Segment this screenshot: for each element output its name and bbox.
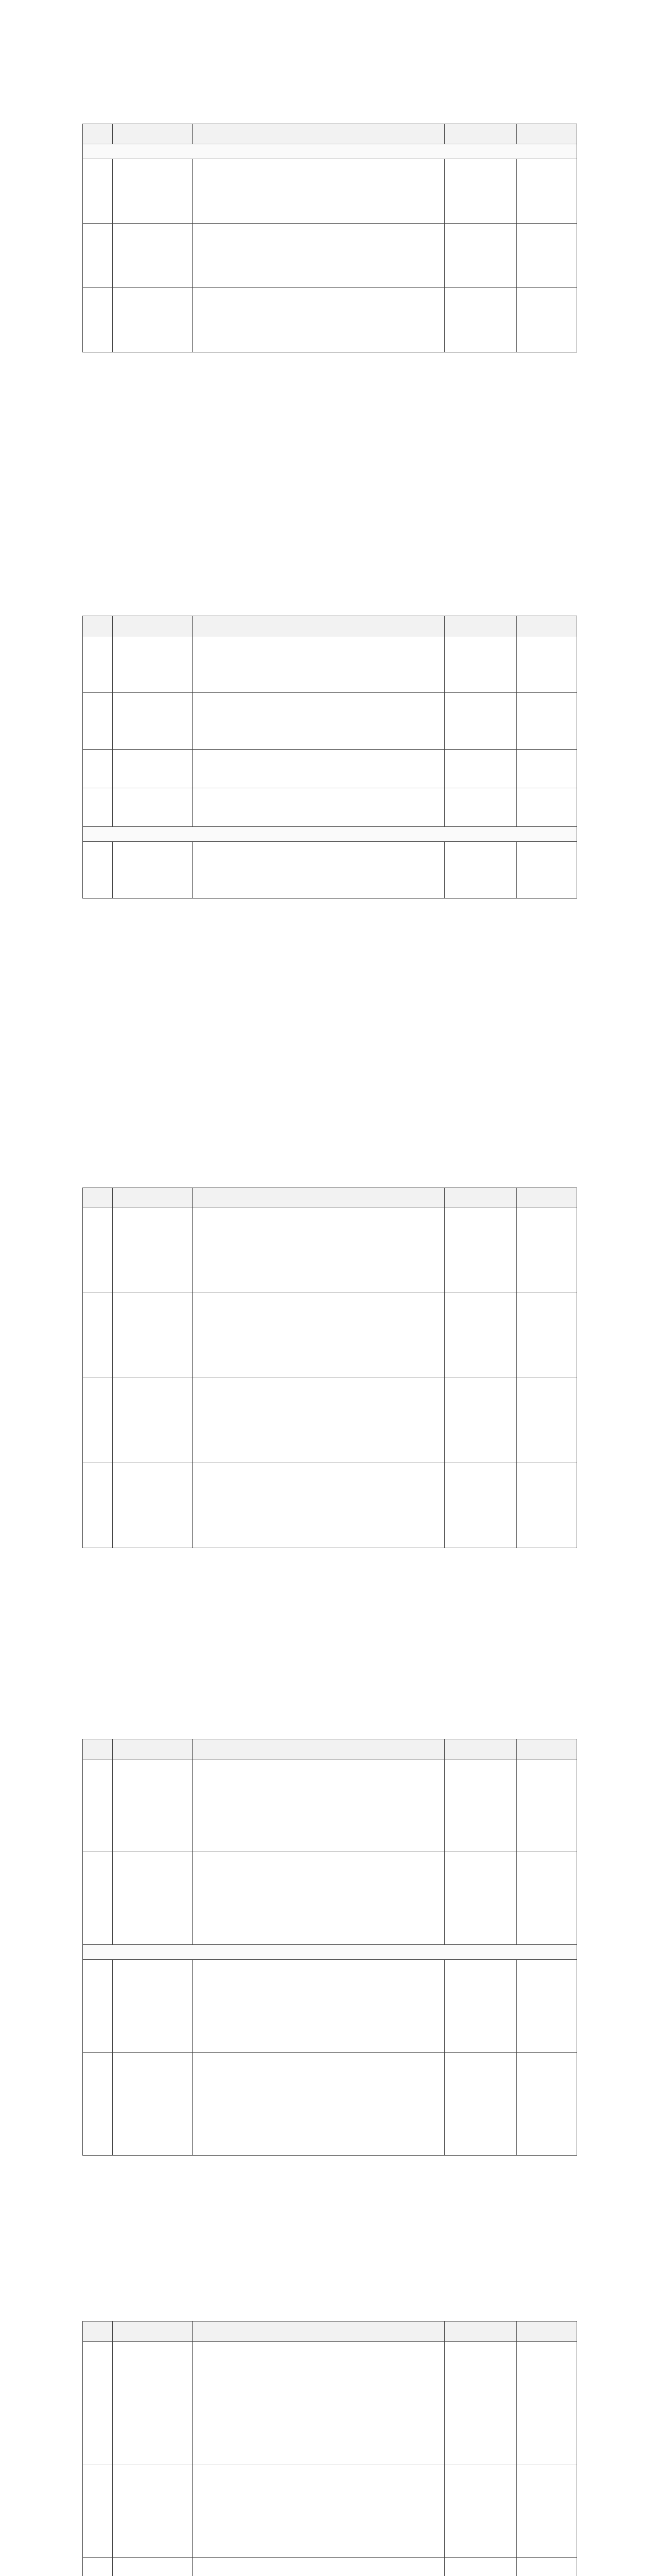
header-no	[83, 2321, 113, 2342]
table-page-3	[82, 1188, 577, 1548]
item-content	[193, 159, 445, 224]
promotion-scope	[517, 1208, 577, 1293]
responsible-dept	[445, 693, 517, 750]
table-header-row	[83, 2321, 577, 2342]
header-item	[113, 616, 193, 636]
item-name	[113, 636, 193, 693]
table-row	[83, 842, 577, 899]
section-heading	[83, 827, 577, 842]
responsible-dept	[445, 750, 517, 788]
item-content	[193, 288, 445, 352]
promotion-scope	[517, 750, 577, 788]
responsible-dept	[445, 636, 517, 693]
item-content	[193, 693, 445, 750]
row-number	[83, 750, 113, 788]
table-row	[83, 636, 577, 693]
table-row	[83, 693, 577, 750]
item-content	[193, 636, 445, 693]
row-number	[83, 2053, 113, 2156]
header-item	[113, 2321, 193, 2342]
row-number	[83, 636, 113, 693]
section-heading-row	[83, 144, 577, 159]
header-no	[83, 616, 113, 636]
promotion-scope	[517, 1852, 577, 1945]
responsible-dept	[445, 1378, 517, 1463]
responsible-dept	[445, 2558, 517, 2576]
responsible-dept	[445, 842, 517, 899]
item-content	[193, 1852, 445, 1945]
row-number	[83, 2558, 113, 2576]
responsible-dept	[445, 1208, 517, 1293]
header-dept	[445, 1739, 517, 1759]
item-content	[193, 2053, 445, 2156]
item-content	[193, 1208, 445, 1293]
header-dept	[445, 616, 517, 636]
responsible-dept	[445, 159, 517, 224]
row-number	[83, 2465, 113, 2558]
promotion-scope	[517, 2053, 577, 2156]
header-item	[113, 1188, 193, 1208]
promotion-scope	[517, 288, 577, 352]
task-table	[82, 616, 577, 899]
responsible-dept	[445, 1852, 517, 1945]
section-heading-row	[83, 827, 577, 842]
item-name	[113, 1759, 193, 1852]
promotion-scope	[517, 1293, 577, 1378]
responsible-dept	[445, 1463, 517, 1548]
item-name	[113, 750, 193, 788]
table-row	[83, 1293, 577, 1378]
row-number	[83, 1293, 113, 1378]
row-number	[83, 224, 113, 288]
header-content	[193, 1188, 445, 1208]
table-page-2	[82, 616, 577, 899]
header-scope	[517, 1188, 577, 1208]
item-content	[193, 2465, 445, 2558]
table-row	[83, 1759, 577, 1852]
table-header-row	[83, 124, 577, 144]
table-row	[83, 1852, 577, 1945]
task-table	[82, 1188, 577, 1548]
responsible-dept	[445, 2342, 517, 2465]
responsible-dept	[445, 224, 517, 288]
table-row	[83, 2342, 577, 2465]
responsible-dept	[445, 1960, 517, 2053]
header-scope	[517, 124, 577, 144]
section-heading	[83, 144, 577, 159]
item-name	[113, 1293, 193, 1378]
row-number	[83, 1759, 113, 1852]
item-name	[113, 288, 193, 352]
row-number	[83, 1463, 113, 1548]
promotion-scope	[517, 842, 577, 899]
item-name	[113, 159, 193, 224]
promotion-scope	[517, 788, 577, 827]
table-header-row	[83, 616, 577, 636]
item-name	[113, 2342, 193, 2465]
task-table	[82, 1739, 577, 2156]
responsible-dept	[445, 1759, 517, 1852]
table-row	[83, 159, 577, 224]
header-content	[193, 124, 445, 144]
table-row	[83, 288, 577, 352]
table-row	[83, 750, 577, 788]
item-content	[193, 1378, 445, 1463]
responsible-dept	[445, 1293, 517, 1378]
item-content	[193, 2558, 445, 2576]
promotion-scope	[517, 1960, 577, 2053]
table-page-1	[82, 124, 577, 352]
table-row	[83, 1378, 577, 1463]
row-number	[83, 1852, 113, 1945]
item-name	[113, 1208, 193, 1293]
table-header-row	[83, 1188, 577, 1208]
header-item	[113, 124, 193, 144]
header-item	[113, 1739, 193, 1759]
row-number	[83, 1378, 113, 1463]
table-row	[83, 1208, 577, 1293]
item-name	[113, 2558, 193, 2576]
responsible-dept	[445, 788, 517, 827]
promotion-scope	[517, 2342, 577, 2465]
table-row	[83, 2053, 577, 2156]
item-content	[193, 2342, 445, 2465]
row-number	[83, 1960, 113, 2053]
header-no	[83, 124, 113, 144]
table-page-4	[82, 1739, 577, 2156]
item-name	[113, 1463, 193, 1548]
item-name	[113, 693, 193, 750]
task-table	[82, 124, 577, 352]
header-dept	[445, 2321, 517, 2342]
row-number	[83, 159, 113, 224]
item-name	[113, 2465, 193, 2558]
responsible-dept	[445, 288, 517, 352]
header-no	[83, 1188, 113, 1208]
header-content	[193, 616, 445, 636]
item-content	[193, 1960, 445, 2053]
table-row	[83, 788, 577, 827]
table-row	[83, 224, 577, 288]
header-scope	[517, 1739, 577, 1759]
item-name	[113, 1852, 193, 1945]
promotion-scope	[517, 224, 577, 288]
responsible-dept	[445, 2465, 517, 2558]
row-number	[83, 288, 113, 352]
promotion-scope	[517, 636, 577, 693]
item-content	[193, 1293, 445, 1378]
section-heading-row	[83, 1945, 577, 1960]
item-content	[193, 788, 445, 827]
promotion-scope	[517, 693, 577, 750]
row-number	[83, 788, 113, 827]
item-name	[113, 1378, 193, 1463]
item-name	[113, 1960, 193, 2053]
item-name	[113, 788, 193, 827]
header-scope	[517, 616, 577, 636]
table-row	[83, 2558, 577, 2576]
row-number	[83, 693, 113, 750]
promotion-scope	[517, 159, 577, 224]
table-header-row	[83, 1739, 577, 1759]
table-row	[83, 2465, 577, 2558]
row-number	[83, 2342, 113, 2465]
task-table	[82, 2321, 577, 2576]
item-name	[113, 2053, 193, 2156]
header-scope	[517, 2321, 577, 2342]
item-name	[113, 224, 193, 288]
promotion-scope	[517, 1378, 577, 1463]
item-content	[193, 750, 445, 788]
responsible-dept	[445, 2053, 517, 2156]
item-content	[193, 1759, 445, 1852]
item-name	[113, 842, 193, 899]
header-dept	[445, 124, 517, 144]
promotion-scope	[517, 2558, 577, 2576]
promotion-scope	[517, 2465, 577, 2558]
item-content	[193, 1463, 445, 1548]
promotion-scope	[517, 1463, 577, 1548]
table-page-5	[82, 2321, 577, 2576]
header-content	[193, 2321, 445, 2342]
table-row	[83, 1463, 577, 1548]
header-no	[83, 1739, 113, 1759]
row-number	[83, 842, 113, 899]
table-row	[83, 1960, 577, 2053]
header-content	[193, 1739, 445, 1759]
item-content	[193, 224, 445, 288]
row-number	[83, 1208, 113, 1293]
item-content	[193, 842, 445, 899]
section-heading	[83, 1945, 577, 1960]
promotion-scope	[517, 1759, 577, 1852]
header-dept	[445, 1188, 517, 1208]
